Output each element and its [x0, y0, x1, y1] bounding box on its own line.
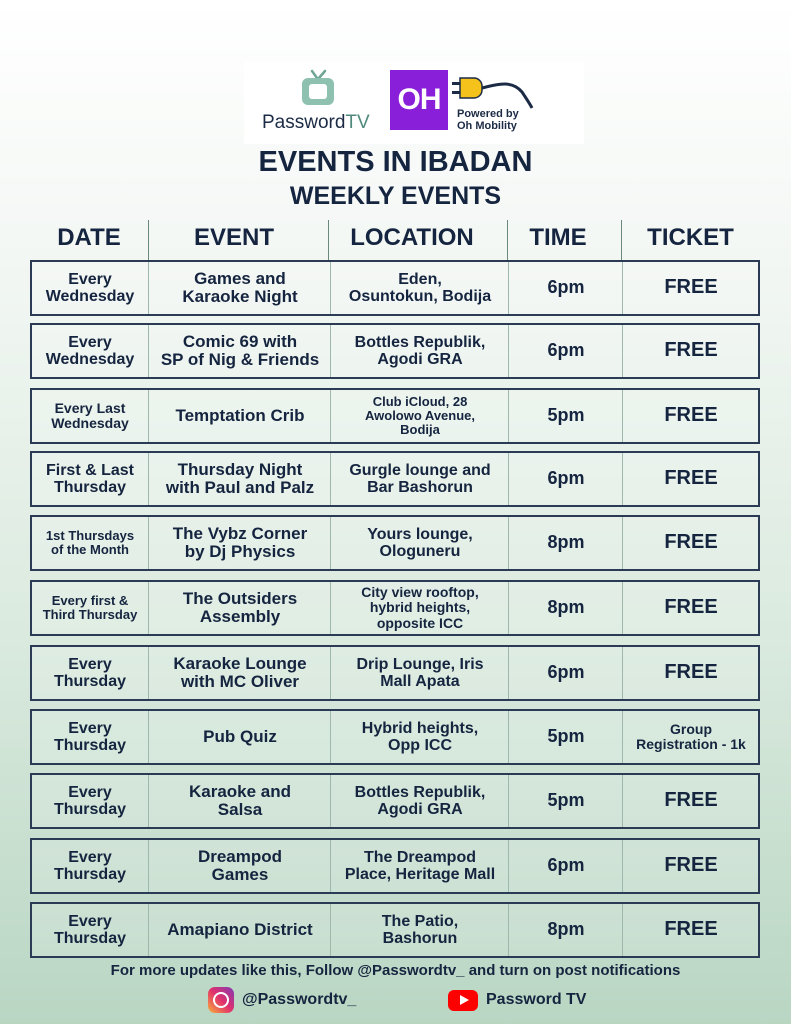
column-header-time: TIME [529, 224, 587, 251]
date-cell [32, 904, 148, 956]
oh-mobility-logo: OH [390, 70, 448, 130]
event-cell-text: Karaoke Lounge [173, 653, 307, 673]
location-cell-text: Osuntokun, Bodija [348, 288, 492, 305]
location-cell-text: The Patio, [381, 912, 459, 930]
ticket-cell [622, 582, 759, 634]
date-cell [32, 517, 148, 569]
column-header-ticket: TICKET [647, 224, 734, 251]
date-cell [32, 840, 148, 892]
time-cell-text: 8pm [547, 919, 585, 940]
location-cell-text: Bottles Republik, [354, 333, 486, 351]
event-cell-text: Pub Quiz [203, 726, 277, 746]
time-cell [508, 390, 623, 442]
powered-by-text: Powered by Oh Mobility [457, 108, 519, 132]
time-cell [508, 262, 623, 314]
location-cell-text: Eden, [398, 270, 442, 288]
location-cell-text: Club iCloud, 28 [372, 393, 468, 409]
date-cell-text: First & Last [45, 461, 134, 479]
date-cell-text: 1st Thursdays [45, 527, 135, 543]
location-cell-text: opposite ICC [376, 614, 464, 631]
table-row [30, 580, 760, 636]
location-cell-text: Drip Lounge, Iris [356, 655, 484, 673]
time-cell [508, 775, 623, 827]
location-cell-text: Bashorun [382, 930, 458, 947]
location-cell [330, 390, 509, 442]
plug-icon [450, 70, 534, 110]
location-cell-text: City view rooftop, [361, 584, 479, 601]
location-cell-text: Awolowo Avenue, [364, 407, 476, 423]
location-cell-text: hybrid heights, [369, 599, 471, 616]
ticket-cell [622, 647, 759, 699]
page-subtitle: WEEKLY EVENTS [289, 182, 502, 210]
date-cell-text: Wednesday [45, 288, 135, 305]
time-cell-text: 6pm [547, 340, 585, 361]
instagram-icon [208, 987, 234, 1013]
date-cell-text: Thursday [53, 737, 126, 754]
date-cell-text: Thursday [53, 673, 126, 690]
event-cell [148, 711, 331, 763]
location-cell-text: Bodija [400, 422, 440, 438]
ticket-cell [622, 390, 759, 442]
event-cell-text: Games [211, 865, 269, 884]
date-cell-text: Wednesday [45, 351, 135, 368]
time-cell-text: 6pm [547, 277, 585, 298]
ticket-cell [622, 453, 759, 505]
location-cell [330, 262, 509, 314]
time-cell [508, 904, 623, 956]
time-cell-text: 5pm [547, 790, 585, 811]
ticket-cell [622, 517, 759, 569]
date-cell-text: Every first & [51, 592, 129, 608]
location-cell [330, 775, 509, 827]
event-cell [148, 775, 331, 827]
ticket-cell [622, 904, 759, 956]
location-cell-text: Gurgle lounge and [349, 461, 491, 479]
event-cell-text: Karaoke Night [182, 287, 298, 306]
column-header-location: LOCATION [350, 224, 474, 251]
event-cell-text: Dreampod [197, 846, 283, 866]
location-cell-text: Opp ICC [388, 737, 452, 754]
time-cell-text: 5pm [547, 726, 585, 747]
ticket-cell [622, 840, 759, 892]
location-cell-text: Ologuneru [379, 543, 461, 560]
event-cell-text: with Paul and Palz [165, 478, 315, 497]
ticket-cell-text: FREE [664, 596, 718, 619]
location-cell-text: Bottles Republik, [354, 783, 486, 801]
date-cell-text: Every [68, 783, 112, 801]
ticket-cell-text: FREE [664, 661, 718, 684]
time-cell [508, 840, 623, 892]
table-row [30, 515, 760, 571]
table-row [30, 773, 760, 829]
time-cell [508, 711, 623, 763]
location-cell [330, 325, 509, 377]
location-cell [330, 711, 509, 763]
ticket-cell-text: FREE [664, 276, 718, 299]
date-cell [32, 711, 148, 763]
date-cell-text: Wednesday [51, 415, 129, 431]
time-cell [508, 325, 623, 377]
date-cell-text: Every Last [54, 399, 126, 416]
event-cell-text: Salsa [217, 800, 263, 819]
ticket-cell-text: FREE [664, 467, 718, 490]
column-header-date: DATE [57, 224, 121, 251]
event-cell-text: Games and [194, 268, 286, 288]
event-cell-text: Temptation Crib [175, 405, 305, 425]
location-cell-text: Agodi GRA [377, 801, 463, 818]
date-cell-text: Every [68, 655, 112, 673]
time-cell-text: 6pm [547, 468, 585, 489]
time-cell [508, 453, 623, 505]
event-cell [148, 904, 331, 956]
location-cell-text: Yours lounge, [367, 525, 473, 543]
ticket-cell [622, 711, 759, 763]
footer-follow-text: For more updates like this, Follow @Passwordtv_ and turn on post notifications [110, 962, 681, 979]
date-cell-text: Every [68, 333, 112, 351]
ticket-cell [622, 775, 759, 827]
date-cell-text: Every [68, 270, 112, 288]
event-cell-text: with MC Oliver [180, 672, 300, 691]
event-cell-text: Assembly [199, 607, 281, 626]
location-cell-text: Hybrid heights, [361, 719, 479, 737]
time-cell [508, 517, 623, 569]
event-cell [148, 647, 331, 699]
page-title: EVENTS IN IBADAN [258, 146, 533, 178]
ticket-cell-text: Group [670, 720, 712, 737]
ticket-cell-text: FREE [664, 404, 718, 427]
table-row [30, 645, 760, 701]
event-cell [148, 840, 331, 892]
date-cell-text: Every [68, 912, 112, 930]
date-cell [32, 325, 148, 377]
logo-bar [244, 62, 584, 144]
event-cell [148, 390, 331, 442]
time-cell [508, 647, 623, 699]
date-cell-text: Every [68, 719, 112, 737]
date-cell [32, 453, 148, 505]
ticket-cell-text: FREE [664, 854, 718, 877]
time-cell [508, 582, 623, 634]
date-cell [32, 647, 148, 699]
event-cell [148, 517, 331, 569]
event-cell [148, 262, 331, 314]
ticket-cell-text: FREE [664, 531, 718, 554]
location-cell-text: Place, Heritage Mall [344, 866, 496, 883]
time-cell-text: 8pm [547, 597, 585, 618]
location-cell [330, 453, 509, 505]
youtube-channel[interactable] [448, 986, 586, 1014]
event-cell [148, 582, 331, 634]
ticket-cell [622, 262, 759, 314]
location-cell-text: Bar Bashorun [367, 479, 473, 496]
location-cell [330, 840, 509, 892]
table-row [30, 902, 760, 958]
event-cell-text: by Dj Physics [184, 542, 296, 561]
time-cell-text: 6pm [547, 662, 585, 683]
date-cell-text: Every [68, 848, 112, 866]
table-row [30, 388, 760, 444]
header-divider [148, 220, 149, 260]
date-cell-text: Third Thursday [42, 607, 138, 622]
table-row [30, 709, 760, 765]
tv-logo-icon [300, 69, 336, 107]
location-cell [330, 517, 509, 569]
event-cell [148, 453, 331, 505]
location-cell [330, 582, 509, 634]
ticket-cell-text: Registration - 1k [636, 736, 746, 752]
location-cell-text: Mall Apata [380, 673, 460, 690]
table-row [30, 451, 760, 507]
event-cell [148, 325, 331, 377]
location-cell [330, 904, 509, 956]
date-cell-text: Thursday [53, 801, 126, 818]
instagram-label: @Passwordtv_ [242, 991, 357, 1008]
time-cell-text: 8pm [547, 532, 585, 553]
ticket-cell-text: FREE [664, 339, 718, 362]
table-row [30, 260, 760, 316]
youtube-icon [448, 990, 478, 1011]
ticket-cell-text: FREE [664, 789, 718, 812]
event-cell-text: The Vybz Corner [172, 523, 308, 543]
event-cell-text: SP of Nig & Friends [160, 350, 320, 369]
youtube-label: Password TV [486, 991, 587, 1008]
event-cell-text: Karaoke and [188, 781, 292, 801]
event-cell-text: The Outsiders [182, 588, 298, 608]
date-cell-text: Thursday [53, 479, 126, 496]
date-cell-text: of the Month [51, 542, 129, 557]
date-cell-text: Thursday [53, 866, 126, 883]
time-cell-text: 5pm [547, 405, 585, 426]
location-cell-text: The Dreampod [363, 848, 476, 866]
location-cell [330, 647, 509, 699]
date-cell-text: Thursday [53, 930, 126, 947]
date-cell [32, 775, 148, 827]
date-cell [32, 582, 148, 634]
event-cell-text: Thursday Night [177, 459, 303, 479]
event-cell-text: Comic 69 with [182, 331, 298, 351]
column-header-event: EVENT [193, 224, 274, 251]
ticket-cell [622, 325, 759, 377]
date-cell [32, 262, 148, 314]
table-row [30, 323, 760, 379]
time-cell-text: 6pm [547, 855, 585, 876]
location-cell-text: Agodi GRA [377, 351, 463, 368]
password-tv-wordmark: PasswordTV [262, 112, 370, 133]
date-cell [32, 390, 148, 442]
table-row [30, 838, 760, 894]
ticket-cell-text: FREE [664, 918, 718, 941]
instagram-handle[interactable] [208, 986, 356, 1014]
event-cell-text: Amapiano District [167, 919, 313, 939]
